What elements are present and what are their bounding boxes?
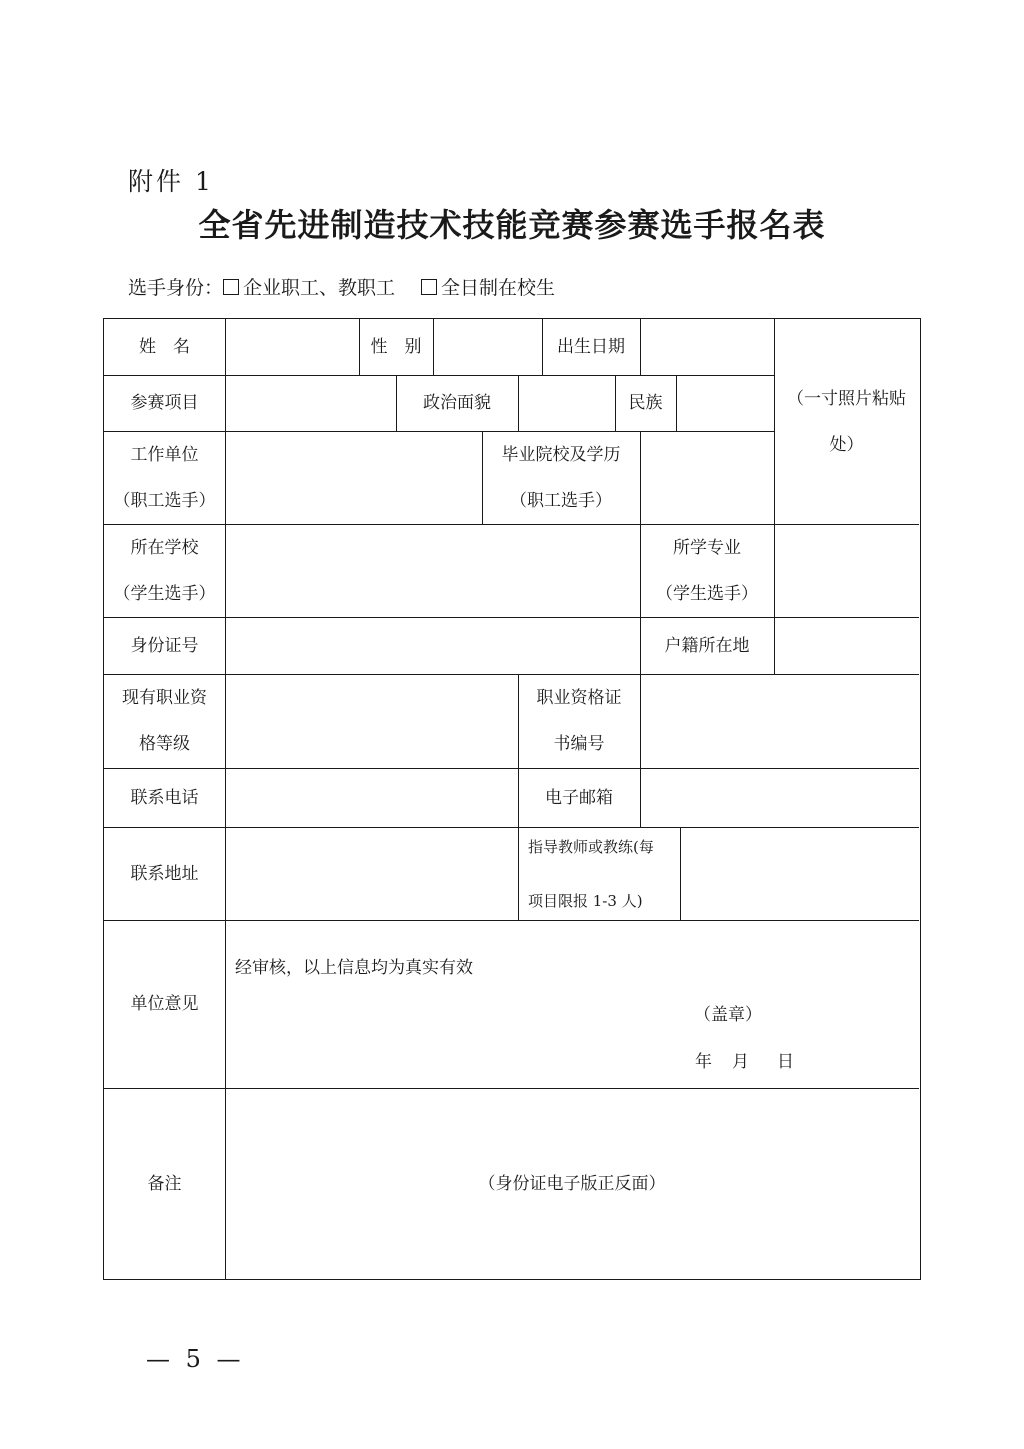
phone-label: 联系电话	[130, 787, 199, 808]
email-input-cell[interactable]	[640, 768, 919, 827]
ethnicity-label: 民族	[628, 393, 663, 413]
date-month-label: 月	[732, 1052, 749, 1072]
certificate-number-input-cell[interactable]	[640, 674, 919, 768]
date-year-label: 年	[695, 1052, 712, 1072]
id-number-label: 身份证号	[130, 635, 199, 656]
ethnicity-input-cell[interactable]	[676, 375, 774, 431]
birth-date-label: 出生日期	[557, 337, 625, 357]
gender-label: 性 别	[370, 337, 422, 357]
major-input-cell[interactable]	[774, 524, 919, 617]
work-unit-label: 工作单位 （职工选手）	[113, 444, 216, 511]
gender-input-cell[interactable]	[433, 319, 542, 375]
work-unit-input-cell[interactable]	[225, 431, 482, 524]
unit-opinion-area[interactable]	[225, 920, 919, 1088]
household-input-cell[interactable]	[774, 617, 919, 674]
school-input-cell[interactable]	[225, 524, 640, 617]
date-day-label: 日	[777, 1052, 794, 1072]
photo-hint-line2: 处）	[829, 434, 864, 455]
political-status-input-cell[interactable]	[518, 375, 615, 431]
address-label: 联系地址	[130, 863, 199, 884]
identity-label: 选手身份：	[128, 277, 224, 299]
remarks-area[interactable]	[225, 1088, 919, 1279]
staff-checkbox[interactable]	[223, 279, 239, 295]
staff-option-label: 企业职工、教职工	[243, 277, 396, 299]
graduated-school-label: 毕业院校及学历 （职工选手）	[501, 444, 621, 511]
name-label: 姓 名	[139, 337, 190, 357]
attachment-label: 附件 1	[128, 167, 214, 196]
event-input-cell[interactable]	[225, 375, 396, 431]
household-label: 户籍所在地	[664, 635, 750, 656]
opinion-statement: 经审核，以上信息均为真实有效	[235, 958, 473, 978]
id-number-input-cell[interactable]	[225, 617, 640, 674]
remarks-note: （身份证电子版正反面）	[478, 1173, 666, 1194]
remarks-label: 备注	[147, 1173, 182, 1194]
unit-opinion-label: 单位意见	[130, 994, 199, 1014]
student-checkbox[interactable]	[421, 279, 437, 295]
event-label: 参赛项目	[130, 393, 199, 413]
identity-row	[128, 273, 555, 300]
name-input-cell[interactable]	[225, 319, 359, 375]
coach-label: 指导教师或教练(每 项目限报 1-3 人)	[528, 837, 654, 910]
email-label: 电子邮箱	[545, 787, 613, 808]
photo-hint-line1: （一寸照片粘贴	[787, 388, 906, 409]
school-label: 所在学校 （学生选手）	[113, 537, 216, 604]
coach-input-cell[interactable]	[680, 827, 919, 920]
qualification-level-input-cell[interactable]	[225, 674, 518, 768]
photo-area[interactable]	[774, 319, 919, 524]
graduated-school-input-cell[interactable]	[640, 431, 774, 524]
political-status-label: 政治面貌	[423, 393, 491, 413]
registration-form-table	[103, 318, 921, 1280]
certificate-number-label: 职业资格证 书编号	[536, 688, 622, 754]
seal-label: （盖章）	[694, 1005, 762, 1025]
student-option-label: 全日制在校生	[441, 277, 556, 299]
address-input-cell[interactable]	[225, 827, 518, 920]
qualification-level-label: 现有职业资 格等级	[122, 688, 207, 754]
phone-input-cell[interactable]	[225, 768, 518, 827]
major-label: 所学专业 （学生选手）	[656, 537, 758, 604]
form-title: 全省先进制造技术技能竞赛参赛选手报名表	[198, 206, 826, 244]
page-number: — 5 —	[146, 1345, 245, 1373]
birth-date-input-cell[interactable]	[640, 319, 774, 375]
